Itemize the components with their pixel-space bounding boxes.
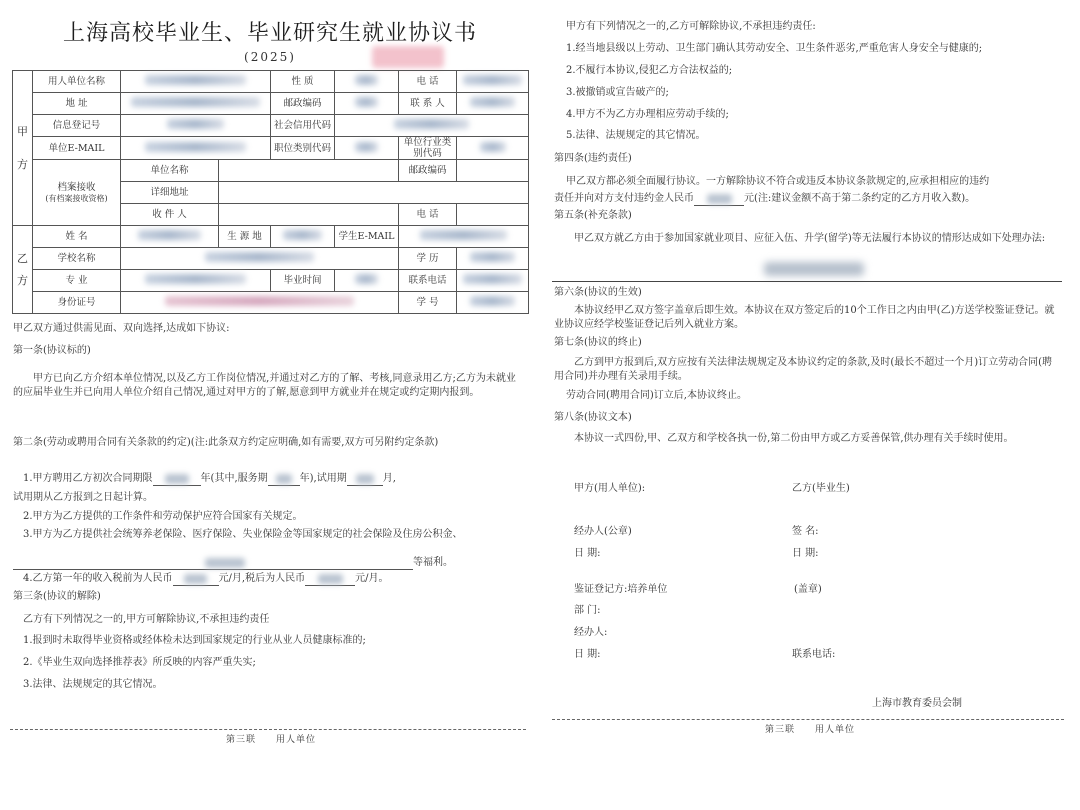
label-credit-code: 社会信用代码 xyxy=(271,115,335,137)
rescind-item-5: 5.法律、法规规定的其它情况。 xyxy=(566,130,706,141)
label-nature: 性 质 xyxy=(271,71,335,93)
value-school xyxy=(121,248,399,270)
article-2-title: 第二条(劳动或聘用合同有关条款的约定)(注:此条双方约定应明确,如有需要,双方可另附约定条款) xyxy=(13,437,439,448)
label-archive-postcode: 邮政编码 xyxy=(399,160,457,182)
label-reg-no: 信息登记号 xyxy=(33,115,121,137)
value-student-no xyxy=(457,292,529,314)
value-archive-postcode xyxy=(457,160,529,182)
right-page xyxy=(540,0,1080,810)
article-6-body: 本协议经甲乙双方签字盖章后即生效。本协议在双方签定后的10个工作日之内由甲(乙)方送学校鉴证登记。就业协议应经学校鉴证登记后列入就业方案。 xyxy=(554,305,1055,330)
label-archive: 档案接收 (有档案接收资格) xyxy=(33,160,121,226)
label-receiver: 收 件 人 xyxy=(121,204,219,226)
value-id-no xyxy=(121,292,399,314)
article-2-item-4: 4.乙方第一年的收入税前为人民币 元/月,税后为人民币 元/月。 xyxy=(23,573,389,584)
article-2-item-3: 3.甲方为乙方提供社会统筹养老保险、医疗保险、失业保险金等国家规定的社会保险及住房公积金、 xyxy=(23,529,463,540)
value-major xyxy=(121,270,271,292)
document-title: 上海高校毕业生、毕业研究生就业协议书 xyxy=(62,21,477,46)
supplement-line xyxy=(552,281,1062,282)
article-2-item-1: 1.甲方聘用乙方初次合同期限 年(其中,服务期 年),试用期 月, xyxy=(23,473,396,484)
value-contact-phone xyxy=(457,270,529,292)
article-7-body-2: 劳动合同(聘用合同)订立后,本协议终止。 xyxy=(566,390,747,401)
value-grad-time xyxy=(335,270,399,292)
article-8-body: 本协议一式四份,甲、乙双方和学校各执一份,第二份由甲方或乙方妥善保管,供办理有关手续时使用。 xyxy=(574,433,1014,444)
label-employer-name: 用人单位名称 xyxy=(33,71,121,93)
label-student-email: 学生E-MAIL xyxy=(335,226,399,248)
value-name xyxy=(121,226,219,248)
label-name: 姓 名 xyxy=(33,226,121,248)
issuer-label: 上海市教育委员会制 xyxy=(872,698,962,709)
article-7-body: 乙方到甲方报到后,双方应按有关法律法规规定及本协议约定的条款,及时(最长不超过一个月)订立劳动合同(聘用合同)并办理有关录用手续。 xyxy=(554,357,1053,382)
party-info-table xyxy=(12,70,529,314)
value-receiver-phone xyxy=(457,204,529,226)
label-contact-phone: 联系电话 xyxy=(399,270,457,292)
date-label-b: 日 期: xyxy=(792,548,819,559)
date-label-c: 日 期: xyxy=(574,649,601,660)
article-2-item-3-cont: 等福利。 xyxy=(13,556,523,570)
article-3-item-1: 1.报到时未取得毕业资格或经体检未达到国家规定的行业从业人员健康标准的; xyxy=(23,635,366,646)
cut-line xyxy=(10,729,526,730)
value-degree xyxy=(457,248,529,270)
redacted-stamp xyxy=(372,46,444,68)
label-address: 地 址 xyxy=(33,93,121,115)
department-label: 部 门: xyxy=(574,605,601,616)
article-8-title: 第八条(协议文本) xyxy=(554,412,632,423)
article-5-body: 甲乙双方就乙方由于参加国家就业项目、应征入伍、升学(留学)等无法履行本协议的情形达成如下处理办法: xyxy=(574,233,1046,244)
date-label-a: 日 期: xyxy=(574,548,601,559)
signature-party-b: 乙方(毕业生) xyxy=(792,483,850,494)
article-6-title: 第六条(协议的生效) xyxy=(554,287,642,298)
article-2-item-2: 2.甲方为乙方提供的工作条件和劳动保护应符合国家有关规定。 xyxy=(23,511,303,522)
footer-copy: 第三联 xyxy=(226,735,257,745)
article-3-item-3: 3.法律、法规规定的其它情况。 xyxy=(23,679,163,690)
footer-copy-right: 第三联 xyxy=(765,725,796,735)
article-1-body: 甲方已向乙方介绍本单位情况,以及乙方工作岗位情况,并通过对乙方的了解、考核,同意录用乙方;乙方为未就业的应届毕业生并已向用人单位介绍自己情况,通过对甲方的了解,愿意到甲方就业并在规定或约定期内报到。 xyxy=(13,373,516,398)
label-major: 专 业 xyxy=(33,270,121,292)
article-1-title: 第一条(协议标的) xyxy=(13,345,91,356)
value-credit-code xyxy=(335,115,529,137)
label-id-no: 身份证号 xyxy=(33,292,121,314)
label-industry-code: 单位行业类别代码 xyxy=(399,137,457,160)
label-postcode: 邮政编码 xyxy=(271,93,335,115)
label-contact: 联 系 人 xyxy=(399,93,457,115)
seal-label: (盖章) xyxy=(794,584,822,595)
value-address xyxy=(121,93,271,115)
value-job-code xyxy=(335,137,399,160)
value-phone xyxy=(457,71,529,93)
rescind-item-1: 1.经当地县级以上劳动、卫生部门确认其劳动安全、卫生条件恶劣,严重危害人身安全与健康的; xyxy=(566,43,983,54)
party-b-label: 乙 方 xyxy=(13,226,33,314)
value-contact xyxy=(457,93,529,115)
label-detail-address: 详细地址 xyxy=(121,182,219,204)
value-employer-name xyxy=(121,71,271,93)
label-school: 学校名称 xyxy=(33,248,121,270)
article-4-body: 甲乙双方都必须全面履行协议。一方解除协议不符合或违反本协议条款规定的,应承担相应的违约 xyxy=(566,176,990,187)
label-unit-name: 单位名称 xyxy=(121,160,219,182)
redacted-supplement xyxy=(764,262,864,276)
label-job-code: 职位类别代码 xyxy=(271,137,335,160)
article-3-title: 第三条(协议的解除) xyxy=(13,591,101,602)
document-year: (2025) xyxy=(244,50,296,64)
label-student-no: 学 号 xyxy=(399,292,457,314)
agent-seal-label: 经办人(公章) xyxy=(574,526,632,537)
intro-text: 甲乙双方通过供需见面、双向选择,达成如下协议: xyxy=(13,323,230,334)
party-b-rescind-intro: 甲方有下列情况之一的,乙方可解除协议,不承担违约责任: xyxy=(566,21,816,32)
article-3-item-2: 2.《毕业生双向选择推荐表》所反映的内容严重失实; xyxy=(23,657,256,668)
label-grad-time: 毕业时间 xyxy=(271,270,335,292)
value-industry-code xyxy=(457,137,529,160)
label-origin: 生 源 地 xyxy=(219,226,271,248)
footer-party: 用人单位 xyxy=(276,735,317,745)
verify-party-label: 鉴证登记方:培养单位 xyxy=(574,584,668,595)
article-7-title: 第七条(协议的终止) xyxy=(554,337,642,348)
value-receiver xyxy=(219,204,399,226)
label-email: 单位E-MAIL xyxy=(33,137,121,160)
value-reg-no xyxy=(121,115,271,137)
footer-party-right: 用人单位 xyxy=(815,725,856,735)
value-postcode xyxy=(335,93,399,115)
contact-phone-label: 联系电话: xyxy=(792,649,836,660)
article-4-body-cont: 责任并向对方支付违约金人民币 元(注:建议金额不高于第二条约定的乙方月收入数)。 xyxy=(554,193,976,204)
label-receiver-phone: 电 话 xyxy=(399,204,457,226)
label-phone: 电 话 xyxy=(399,71,457,93)
party-a-label: 甲 方 xyxy=(13,71,33,226)
value-unit-name xyxy=(219,160,399,182)
rescind-item-4: 4.甲方不为乙方办理相应劳动手续的; xyxy=(566,109,729,120)
signature-party-a: 甲方(用人单位): xyxy=(574,483,646,494)
sign-label: 签 名: xyxy=(792,526,819,537)
article-5-title: 第五条(补充条款) xyxy=(554,210,632,221)
value-detail-address xyxy=(219,182,529,204)
article-2-item-1-cont: 试用期从乙方报到之日起计算。 xyxy=(13,492,153,503)
cut-line-right xyxy=(552,719,1064,720)
label-degree: 学 历 xyxy=(399,248,457,270)
value-origin xyxy=(271,226,335,248)
value-nature xyxy=(335,71,399,93)
article-3-intro: 乙方有下列情况之一的,甲方可解除协议,不承担违约责任 xyxy=(23,614,270,625)
value-email xyxy=(121,137,271,160)
rescind-item-3: 3.被撤销或宣告破产的; xyxy=(566,87,669,98)
article-4-title: 第四条(违约责任) xyxy=(554,153,632,164)
value-student-email xyxy=(399,226,529,248)
agent-label: 经办人: xyxy=(574,627,608,638)
rescind-item-2: 2.不履行本协议,侵犯乙方合法权益的; xyxy=(566,65,733,76)
